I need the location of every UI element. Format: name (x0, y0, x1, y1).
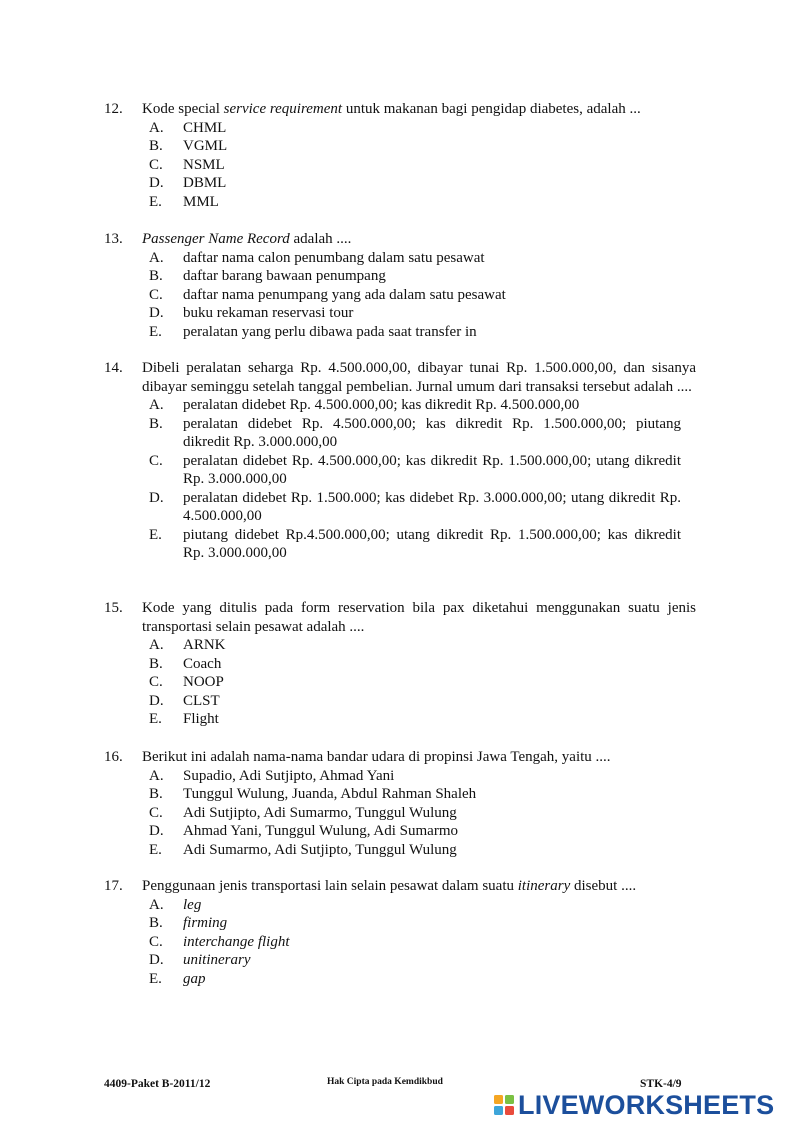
question-17 (104, 877, 696, 988)
option-c[interactable]: C. NOOP (149, 674, 224, 690)
footer-page: STK-4/9 (640, 1078, 682, 1090)
option-b[interactable]: B. Tunggul Wulung, Juanda, Abdul Rahman Shaleh (149, 786, 477, 802)
option-a[interactable]: A. ARNK (149, 637, 226, 653)
option-c[interactable]: C. daftar nama penumpang yang ada dalam satu pesawat (149, 286, 506, 303)
icon-tile (505, 1095, 514, 1104)
option-e[interactable]: E. MML (149, 193, 219, 210)
option-b[interactable]: B. Coach (149, 655, 222, 672)
option-a[interactable]: A. peralatan didebet Rp. 4.500.000,00; kas dikredit Rp. 4.500.000,00 (149, 397, 580, 413)
question-text: Berikut ini adalah nama-nama bandar udara di propinsi Jawa Tengah, yaitu .... (142, 749, 611, 765)
option-c[interactable]: C. Adi Sutjipto, Adi Sumarmo, Tunggul Wulung (149, 804, 457, 821)
option-a[interactable]: A. Supadio, Adi Sutjipto, Ahmad Yani (149, 767, 395, 784)
option-c[interactable]: C. peralatan didebet Rp. 4.500.000,00; kas dikredit Rp. 1.500.000,00; utang dikredit Rp. 3.000.000,00 (149, 452, 681, 487)
option-d[interactable]: D. Ahmad Yani, Tunggul Wulung, Adi Sumarmo (149, 823, 458, 839)
option-d[interactable]: D. unitinerary (149, 952, 251, 968)
option-c[interactable]: C. interchange flight (149, 933, 290, 950)
option-e[interactable]: E. piutang didebet Rp.4.500.000,00; utang dikredit Rp. 1.500.000,00; kas dikredit Rp. 3.000.000,00 (149, 526, 681, 561)
option-e[interactable]: E. Adi Sumarmo, Adi Sutjipto, Tunggul Wulung (149, 841, 457, 858)
option-d[interactable]: D. peralatan didebet Rp. 1.500.000; kas didebet Rp. 3.000.000,00; utang dikredit Rp. 4.500.000,00 (149, 489, 681, 524)
question-13 (104, 230, 696, 341)
answer-options (149, 896, 681, 989)
option-c[interactable]: C. NSML (149, 156, 225, 173)
answer-options (149, 767, 681, 860)
question-text: Kode yang ditulis pada form reservation bila pax diketahui menggunakan suatu jenis transportasi selain pesawat adalah .... (142, 600, 696, 635)
option-b[interactable]: B. VGML (149, 138, 228, 154)
option-d[interactable]: D. DBML (149, 175, 227, 191)
option-b[interactable]: B. firming (149, 915, 228, 931)
option-a[interactable]: A. leg (149, 896, 202, 913)
icon-tile (505, 1106, 514, 1115)
question-12 (104, 100, 696, 211)
question-number: 14. (104, 360, 123, 376)
option-a[interactable]: A. daftar nama calon penumbang dalam satu pesawat (149, 249, 485, 266)
question-15 (104, 599, 696, 729)
icon-tile (494, 1106, 503, 1115)
answer-options (149, 396, 681, 563)
option-e[interactable]: E. Flight (149, 711, 219, 727)
option-b[interactable]: B. peralatan didebet Rp. 4.500.000,00; kas dikredit Rp. 1.500.000,00; piutang dikredit Rp. 3.000.000,00 (149, 415, 681, 450)
question-text: Kode special service requirement untuk makanan bagi pengidap diabetes, adalah ... (142, 101, 641, 117)
question-text: Passenger Name Record adalah .... (142, 231, 352, 247)
question-16 (104, 748, 696, 859)
question-number: 17. (104, 878, 123, 894)
option-d[interactable]: D. buku rekaman reservasi tour (149, 305, 354, 321)
option-b[interactable]: B. daftar barang bawaan penumpang (149, 268, 386, 284)
icon-tile (494, 1095, 503, 1104)
answer-options (149, 249, 681, 342)
question-number: 16. (104, 749, 123, 765)
footer-copyright: Hak Cipta pada Kemdikbud (327, 1077, 443, 1087)
answer-options (149, 119, 681, 212)
liveworksheets-icon (494, 1095, 514, 1115)
answer-options (149, 636, 681, 729)
option-d[interactable]: D. CLST (149, 692, 220, 709)
question-text: Dibeli peralatan seharga Rp. 4.500.000,00, dibayar tunai Rp. 1.500.000,00, dan sisanya dibayar seminggu setelah tanggal pembelian. Jurnal umum dari transaksi tersebut adalah .... (142, 360, 696, 395)
option-e[interactable]: E. gap (149, 970, 206, 987)
question-number: 15. (104, 600, 123, 616)
question-number: 13. (104, 231, 123, 247)
option-a[interactable]: A. CHML (149, 119, 227, 136)
footer-code: 4409-Paket B-2011/12 (104, 1078, 211, 1090)
liveworksheets-logo (494, 1090, 774, 1120)
question-text: Penggunaan jenis transportasi lain selain pesawat dalam suatu itinerary disebut .... (142, 878, 637, 894)
liveworksheets-wordmark: LIVEWORKSHEETS (518, 1089, 775, 1120)
option-e[interactable]: E. peralatan yang perlu dibawa pada saat transfer in (149, 323, 477, 340)
question-number: 12. (104, 101, 123, 117)
question-14 (104, 359, 696, 563)
